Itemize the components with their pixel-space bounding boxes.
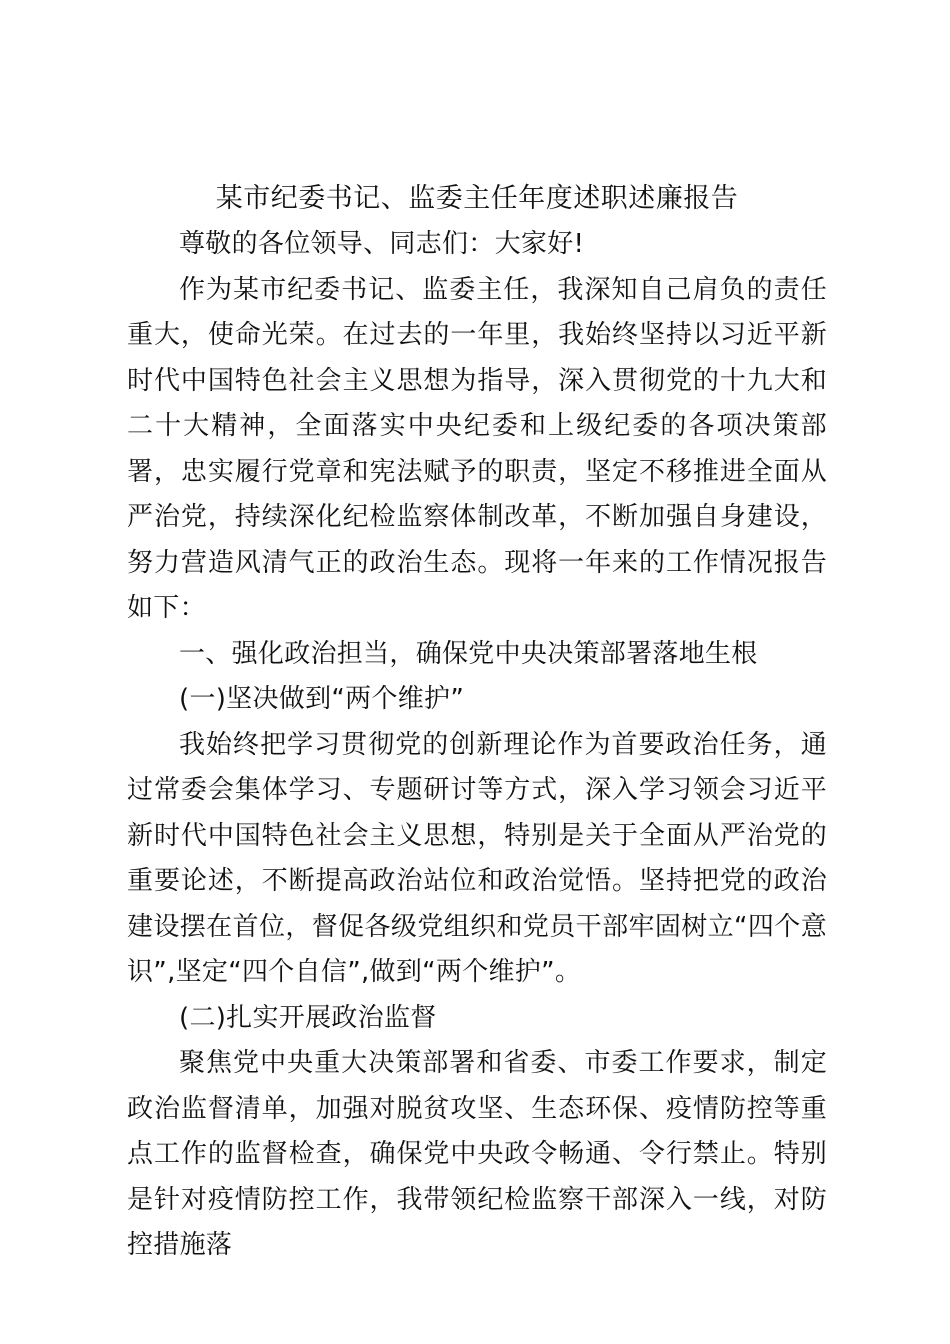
document-content [127,176,827,1269]
greeting-paragraph: 尊敬的各位领导、同志们：大家好! [179,229,585,259]
section-heading-1: 一、强化政治担当，确保党中央决策部署落地生根 [179,638,758,669]
subsection-body-2: 聚焦党中央重大决策部署和省委、市委工作要求，制定政治监督清单，加强对脱贫攻坚、生态环保、疫情防控等重点工作的监督检查，确保党中央政令畅通、令行禁止。特别是针对疫情防控工作，我带领纪检监察干部深入一线，对防控措施落 [127,1048,827,1260]
document-title: 某市纪委书记、监委主任年度述职述廉报告 [215,183,739,214]
subsection-heading-2: (二)扎实开展政治监督 [179,1002,437,1033]
subsection-heading-1: (一)坚决做到“两个维护” [179,684,465,714]
intro-paragraph: 作为某市纪委书记、监委主任，我深知自己肩负的责任重大，使命光荣。在过去的一年里，我始终坚持以习近平新时代中国特色社会主义思想为指导，深入贯彻党的十九大和二十大精神，全面落实中央纪委和上级纪委的各项决策部署，忠实履行党章和宪法赋予的职责，坚定不移推进全面从严治党，持续深化纪检监察体制改革，不断加强自身建设，努力营造风清气正的政治生态。现将一年来的工作情况报告如下： [127,274,827,623]
subsection-body-1: 我始终把学习贯彻党的创新理论作为首要政治任务，通过常委会集体学习、专题研讨等方式，深入学习领会习近平新时代中国特色社会主义思想，特别是关于全面从严治党的重要论述，不断提高政治站位和政治觉悟。坚持把党的政治建设摆在首位，督促各级党组织和党员干部牢固树立“四个意识”,坚定“四个自信”,做到“两个维护”。 [127,729,827,987]
